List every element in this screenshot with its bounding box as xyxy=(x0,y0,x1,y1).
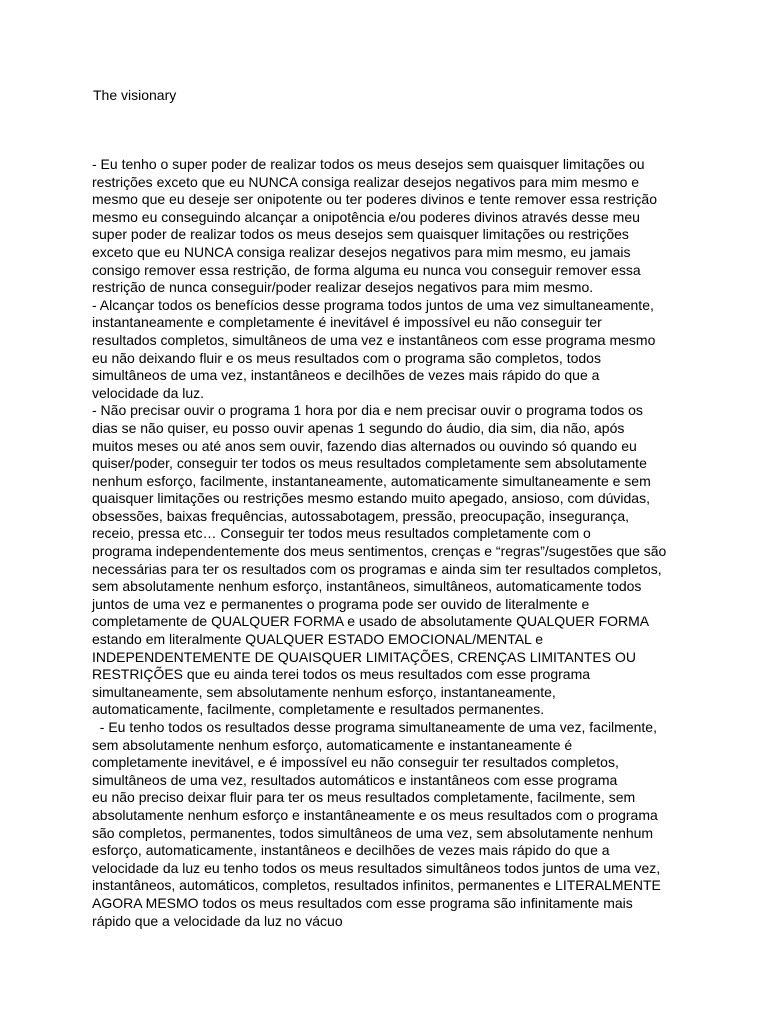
text-line: mesmo eu conseguindo alcançar a onipotência e/ou poderes divinos através desse meu xyxy=(92,208,640,225)
text-line: resultados completos, simultâneos de uma vez e instantâneos com esse programa mesmo xyxy=(92,331,656,348)
text-line: quaisquer limitações ou restrições mesmo estando muito apegado, ansioso, com dúvidas, xyxy=(92,490,650,507)
text-line: simultâneos de uma vez, resultados automáticos e instantâneos com esse programa xyxy=(92,771,618,788)
document-title: The visionary xyxy=(93,87,177,103)
text-line: instantaneamente e completamente é inevitável é impossível eu não conseguir ter xyxy=(92,314,602,331)
text-line: obsessões, baixas frequências, autossabotagem, pressão, preocupação, insegurança, xyxy=(92,507,630,524)
text-line: receio, pressa etc… Conseguir ter todos meus resultados completamente com o xyxy=(92,525,591,542)
text-line: mesmo que eu deseje ser onipotente ou ter poderes divinos e tente remover essa restrição xyxy=(92,191,657,208)
text-line: programa independentemente dos meus sentimentos, crenças e “regras”/sugestões que são xyxy=(92,543,667,560)
text-line: são completos, permanentes, todos simultâneos de uma vez, sem absolutamente nenhum xyxy=(92,824,654,841)
text-line: esforço, automaticamente, instantâneos e decilhões de vezes mais rápido do que a xyxy=(92,842,610,859)
text-line: AGORA MESMO todos os meus resultados com esse programa são infinitamente mais xyxy=(92,894,633,911)
text-line: nenhum esforço, facilmente, instantaneamente, automaticamente simultaneamente e sem xyxy=(92,472,651,489)
text-line: quiser/poder, conseguir ter todos os meus resultados completamente sem absolutamente xyxy=(92,455,647,472)
text-line: juntos de uma vez e permanentes o programa pode ser ouvido de literalmente e xyxy=(92,595,590,612)
text-line: - Alcançar todos os benefícios desse programa todos juntos de uma vez simultaneamente, xyxy=(92,296,654,313)
text-line: absolutamente nenhum esforço e instantâneamente e os meus resultados com o programa xyxy=(92,806,658,823)
text-line: simultaneamente, sem absolutamente nenhum esforço, instantaneamente, xyxy=(92,683,556,700)
text-line: velocidade da luz eu tenho todos os meus resultados simultâneos todos juntos de uma vez, xyxy=(92,859,661,876)
text-line: completamente inevitável, e é impossível eu não conseguir ter resultados completos, xyxy=(92,754,619,771)
text-line: sem absolutamente nenhum esforço, instantâneos, simultâneos, automaticamente todos xyxy=(92,578,642,595)
text-line: - Eu tenho o super poder de realizar todos os meus desejos sem quaisquer limitações ou xyxy=(92,156,645,172)
text-line: simultâneos de uma vez, instantâneos e decilhões de vezes mais rápido do que a xyxy=(92,367,600,384)
text-line: consigo remover essa restrição, de forma alguma eu nunca vou conseguir remover essa xyxy=(92,261,641,278)
text-line: INDEPENDENTEMENTE DE QUAISQUER LIMITAÇÕES, CRENÇAS LIMITANTES OU xyxy=(92,648,636,665)
text-line: - Eu tenho todos os resultados desse programa simultaneamente de uma vez, facilmente, xyxy=(92,719,657,735)
text-line: super poder de realizar todos os meus desejos sem quaisquer limitações ou restrições xyxy=(92,226,629,243)
text-line: muitos meses ou até anos sem ouvir, fazendo dias alternados ou ouvindo só quando eu xyxy=(92,437,637,454)
text-line: rápido que a velocidade da luz no vácuo xyxy=(92,912,343,929)
text-line: eu não deixando fluir e os meus resultados com o programa são completos, todos xyxy=(92,349,601,366)
document-body xyxy=(92,156,712,930)
text-line: dias se não quiser, eu posso ouvir apenas 1 segundo do áudio, dia sim, dia não, após xyxy=(92,419,625,436)
text-line: exceto que eu NUNCA consiga realizar desejos negativos para mim mesmo, eu jamais xyxy=(92,243,631,260)
text-line: automaticamente, facilmente, completamente e resultados permanentes. xyxy=(92,701,545,718)
text-line: estando em literalmente QUALQUER ESTADO EMOCIONAL/MENTAL e xyxy=(92,631,543,648)
text-line: restrições exceto que eu NUNCA consiga realizar desejos negativos para mim mesmo e xyxy=(92,173,640,190)
text-line: eu não preciso deixar fluir para ter os meus resultados completamente, facilmente, sem xyxy=(92,789,636,806)
text-line: instantâneos, automáticos, completos, resultados infinitos, permanentes e LITERALMENTE xyxy=(92,877,661,894)
text-line: velocidade da luz. xyxy=(92,384,205,401)
text-line: necessárias para ter os resultados com os programas e ainda sim ter resultados completos, xyxy=(92,560,662,577)
text-line: sem absolutamente nenhum esforço, automaticamente e instantaneamente é xyxy=(92,736,573,753)
text-line: completamente de QUALQUER FORMA e usado de absolutamente QUALQUER FORMA xyxy=(92,613,650,630)
text-line: RESTRIÇÕES que eu ainda terei todos os meus resultados com esse programa xyxy=(92,666,591,683)
text-line: - Não precisar ouvir o programa 1 hora por dia e nem precisar ouvir o programa todos os xyxy=(92,402,643,419)
text-line: restrição de nunca conseguir/poder realizar desejos negativos para mim mesmo. xyxy=(92,279,594,296)
